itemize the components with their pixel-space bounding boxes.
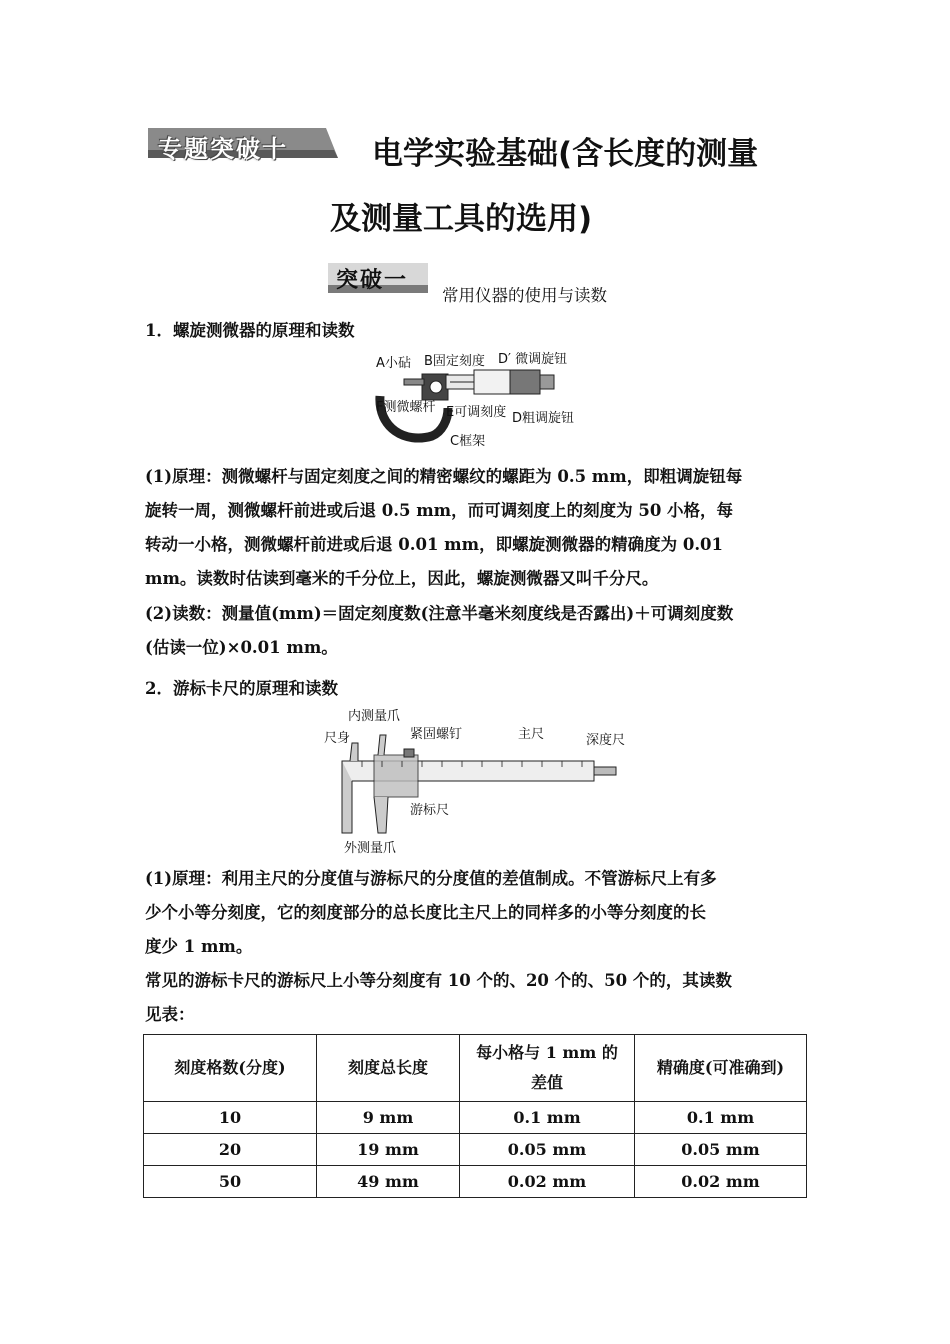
micrometer-figure	[370, 348, 590, 450]
micrometer-principle	[145, 460, 810, 596]
page-title-line2: 及测量工具的选用)	[330, 201, 593, 237]
label-inner-jaw: 内测量爪	[348, 709, 401, 724]
text-line: 常见的游标卡尺的游标尺上小等分刻度有 10 个的、20 个的、50 个的，其读数	[145, 971, 732, 990]
table-cell: 0.02 mm	[460, 1166, 635, 1198]
label-screw: 紧固螺钉	[410, 727, 463, 742]
text-line: 见表：	[145, 1005, 195, 1024]
topic-badge-text: 专题突破十	[158, 135, 288, 163]
table-cell: 0.1 mm	[635, 1102, 807, 1134]
table-cell: 0.05 mm	[635, 1134, 807, 1166]
section-title: 常用仪器的使用与读数	[442, 286, 607, 305]
header-line: 差值	[530, 1073, 563, 1092]
table-row	[144, 1102, 807, 1134]
text-line: 度少 1 mm。	[145, 937, 253, 956]
table-row	[144, 1134, 807, 1166]
table-cell: 0.05 mm	[460, 1134, 635, 1166]
header-line: 每小格与 1 mm 的	[476, 1043, 618, 1062]
text-line: (估读一位)×0.01 mm。	[145, 638, 338, 657]
text-line: (1)原理：利用主尺的分度值与游标尺的分度值的差值制成。不管游标尺上有多	[145, 869, 717, 888]
caliper-figure	[322, 705, 632, 857]
label-fixed-scale: B固定刻度	[424, 354, 485, 369]
table-cell: 9 mm	[317, 1102, 460, 1134]
table-cell: 50	[144, 1166, 317, 1198]
table-cell: 19 mm	[317, 1134, 460, 1166]
vernier-table	[143, 1034, 807, 1198]
topic-badge	[148, 128, 338, 163]
text-line: 旋转一周，测微螺杆前进或后退 0.5 mm，而可调刻度上的刻度为 50 小格，每	[145, 501, 734, 520]
table-header-cell: 精确度(可准确到)	[635, 1035, 807, 1102]
caliper-principle	[145, 862, 810, 964]
text-line: 少个小等分刻度，它的刻度部分的总长度比主尺上的同样多的小等分刻度的长	[145, 903, 706, 922]
table-cell: 0.02 mm	[635, 1166, 807, 1198]
table-header-row	[144, 1035, 807, 1102]
table-header-cell	[460, 1035, 635, 1102]
section-badge	[328, 263, 428, 293]
caliper-heading: 2．游标卡尺的原理和读数	[145, 679, 338, 698]
table-header-cell: 刻度格数(分度)	[144, 1035, 317, 1102]
text-line: (2)读数：测量值(mm)＝固定刻度数(注意半毫米刻度线是否露出)＋可调刻度数	[145, 604, 734, 623]
label-spindle: F测微螺杆	[376, 400, 436, 415]
label-main-scale: 主尺	[518, 727, 545, 742]
micrometer-heading: 1．螺旋测微器的原理和读数	[145, 321, 355, 340]
label-coarse-knob: D粗调旋钮	[512, 411, 575, 426]
label-body: 尺身	[324, 731, 351, 746]
table-row	[144, 1166, 807, 1198]
label-frame: C框架	[450, 434, 486, 449]
text-line: 转动一小格，测微螺杆前进或后退 0.01 mm，即螺旋测微器的精确度为 0.01	[145, 535, 724, 554]
label-anvil: A小砧	[376, 356, 411, 371]
text-line: mm。读数时估读到毫米的千分位上，因此，螺旋测微器又叫千分尺。	[145, 569, 659, 588]
table-cell: 10	[144, 1102, 317, 1134]
table-cell: 49 mm	[317, 1166, 460, 1198]
text-line: (1)原理：测微螺杆与固定刻度之间的精密螺纹的螺距为 0.5 mm，即粗调旋钮每	[145, 467, 743, 486]
micrometer-reading	[145, 597, 810, 665]
table-cell: 20	[144, 1134, 317, 1166]
table-cell: 0.1 mm	[460, 1102, 635, 1134]
caliper-common	[145, 964, 810, 1032]
label-thimble-scale: E可调刻度	[446, 405, 507, 420]
section-badge-text: 突破一	[336, 268, 409, 293]
label-fine-knob: D′ 微调旋钮	[498, 352, 568, 367]
table-header-cell: 刻度总长度	[317, 1035, 460, 1102]
label-vernier: 游标尺	[410, 803, 450, 818]
label-depth-rod: 深度尺	[586, 733, 626, 748]
caliper-drawing	[322, 705, 632, 857]
label-outer-jaw: 外测量爪	[344, 841, 397, 856]
page-title-line1: 电学实验基础(含长度的测量	[372, 136, 759, 172]
